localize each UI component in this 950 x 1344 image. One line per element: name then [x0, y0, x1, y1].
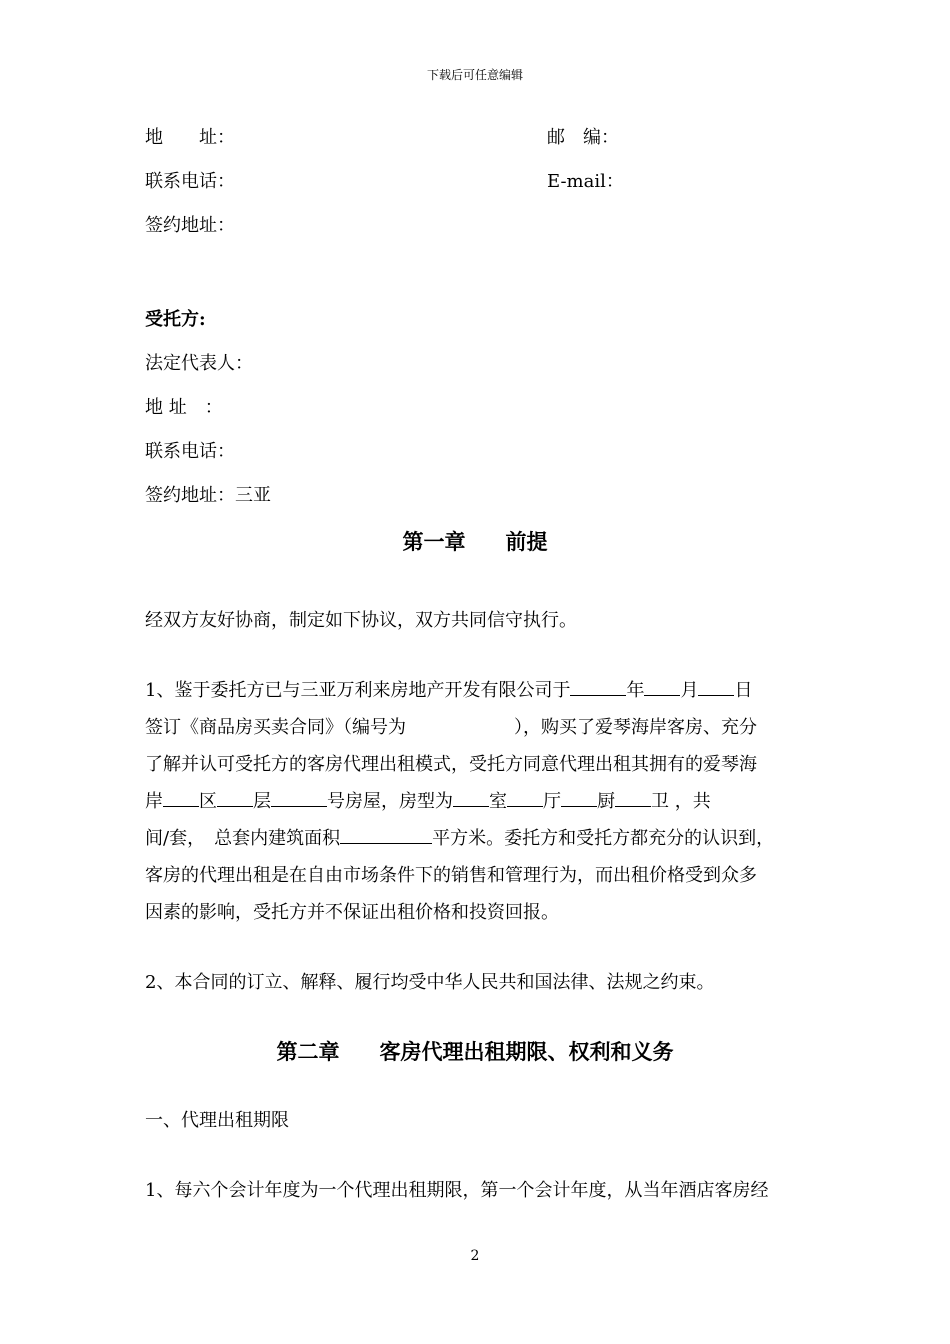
trustee-legal-rep-label: 法定代表人： — [145, 353, 253, 374]
clause-1 — [145, 672, 810, 931]
clause-1-text-b2: ），购买了爱琴海岸客房、充分 — [514, 717, 757, 738]
floor-label: 层 — [253, 791, 271, 812]
day-label: 日 — [734, 680, 753, 701]
kitchen-blank — [561, 788, 597, 807]
hall-blank — [507, 788, 543, 807]
trustee-title: 受托方: — [145, 309, 206, 330]
client-address-label: 地 址： — [145, 127, 235, 148]
clause-1-line-5 — [145, 820, 810, 857]
section-1-heading: 一、代理出租期限 — [145, 1110, 289, 1131]
zone-blank — [163, 788, 199, 807]
clause-1-text-e2: 平方米。委托方和受托方都充分的认识到， — [432, 828, 775, 849]
bath-label: 卫 ，共 — [651, 791, 711, 812]
year-blank — [570, 677, 626, 696]
area-blank — [340, 825, 432, 844]
chapter-1-intro: 经双方友好协商，制定如下协议，双方共同信守执行。 — [145, 610, 577, 631]
chapter-2-clause-1: 1、每六个会计年度为一个代理出租期限，第一个会计年度，从当年酒店客房经 — [145, 1180, 769, 1201]
trustee-sign-address-label: 签约地址：三亚 — [145, 485, 271, 506]
unit-label: 号房屋，房型为 — [327, 791, 453, 812]
chapter-2-number: 第二章 — [276, 1040, 340, 1064]
clause-1-text-an: 岸 — [145, 791, 163, 812]
chapter-1-title: 前提 — [505, 530, 548, 554]
room-label: 室 — [489, 791, 507, 812]
year-label: 年 — [626, 680, 645, 701]
unit-blank — [271, 788, 327, 807]
clause-1-text-e1: 间/套， 总套内建筑面积 — [145, 828, 341, 849]
client-sign-address-label: 签约地址： — [145, 215, 235, 236]
client-phone-label: 联系电话： — [145, 171, 235, 192]
clause-1-line-2 — [145, 709, 810, 746]
hall-label: 厅 — [543, 791, 561, 812]
clause-1-line-4 — [145, 783, 810, 820]
trustee-address-label: 地 址 ： — [145, 397, 223, 418]
clause-1-line-3: 了解并认可受托方的客房代理出租模式，受托方同意代理出租其拥有的爱琴海 — [145, 754, 757, 775]
chapter-1-heading — [0, 526, 950, 556]
clause-1-line-1 — [145, 672, 810, 709]
day-blank — [698, 677, 734, 696]
trustee-phone-label: 联系电话： — [145, 441, 235, 462]
zone-label: 区 — [199, 791, 217, 812]
client-postcode-label: 邮 编： — [547, 127, 619, 148]
clause-1-line-6: 客房的代理出租是在自由市场条件下的销售和管理行为，而出租价格受到众多 — [145, 865, 757, 886]
clause-1-text-b1: 签订《商品房买卖合同》（编号为 — [145, 717, 406, 738]
month-label: 月 — [680, 680, 699, 701]
page-header: 下载后可任意编辑 — [426, 68, 523, 82]
client-email-label: E-mail： — [547, 171, 624, 192]
clause-1-text-a: 1、鉴于委托方已与三亚万利来房地产开发有限公司于 — [145, 680, 571, 701]
floor-blank — [217, 788, 253, 807]
chapter-1-number: 第一章 — [402, 530, 466, 554]
bath-blank — [615, 788, 651, 807]
room-blank — [453, 788, 489, 807]
clause-1-line-7: 因素的影响，受托方并不保证出租价格和投资回报。 — [145, 902, 559, 923]
clause-2: 2、本合同的订立、解释、履行均受中华人民共和国法律、法规之约束。 — [145, 972, 715, 993]
chapter-2-title: 客房代理出租期限、权利和义务 — [379, 1040, 674, 1064]
kitchen-label: 厨 — [597, 791, 615, 812]
month-blank — [644, 677, 680, 696]
chapter-2-heading — [0, 1036, 950, 1066]
page-number: 2 — [470, 1248, 480, 1264]
